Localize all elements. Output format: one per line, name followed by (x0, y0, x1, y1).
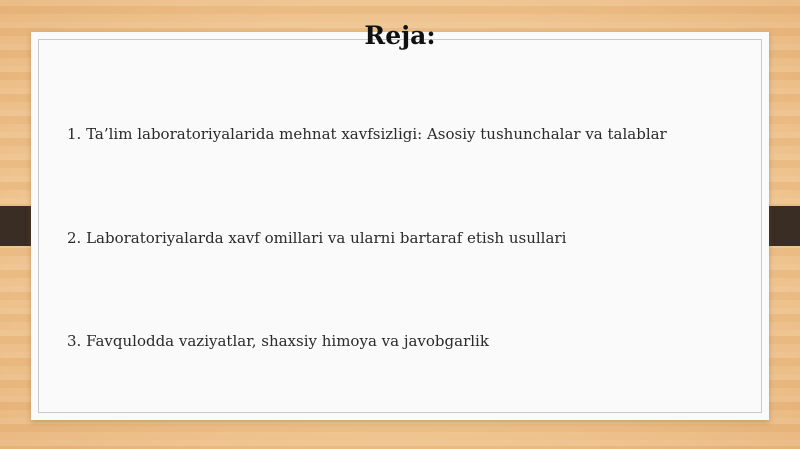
slide-title: Reja: (364, 21, 436, 50)
agenda-item: 3. Favqulodda vaziyatlar, shaxsiy himoya va javobgarlik (67, 332, 489, 350)
slide-inner-frame (38, 39, 762, 413)
agenda-item: 1. Ta’lim laboratoriyalarida mehnat xavfsizligi: Asosiy tushunchalar va talablar (67, 125, 667, 143)
agenda-item: 2. Laboratoriyalarda xavf omillari va ularni bartaraf etish usullari (67, 229, 567, 247)
slide-card (31, 32, 769, 420)
